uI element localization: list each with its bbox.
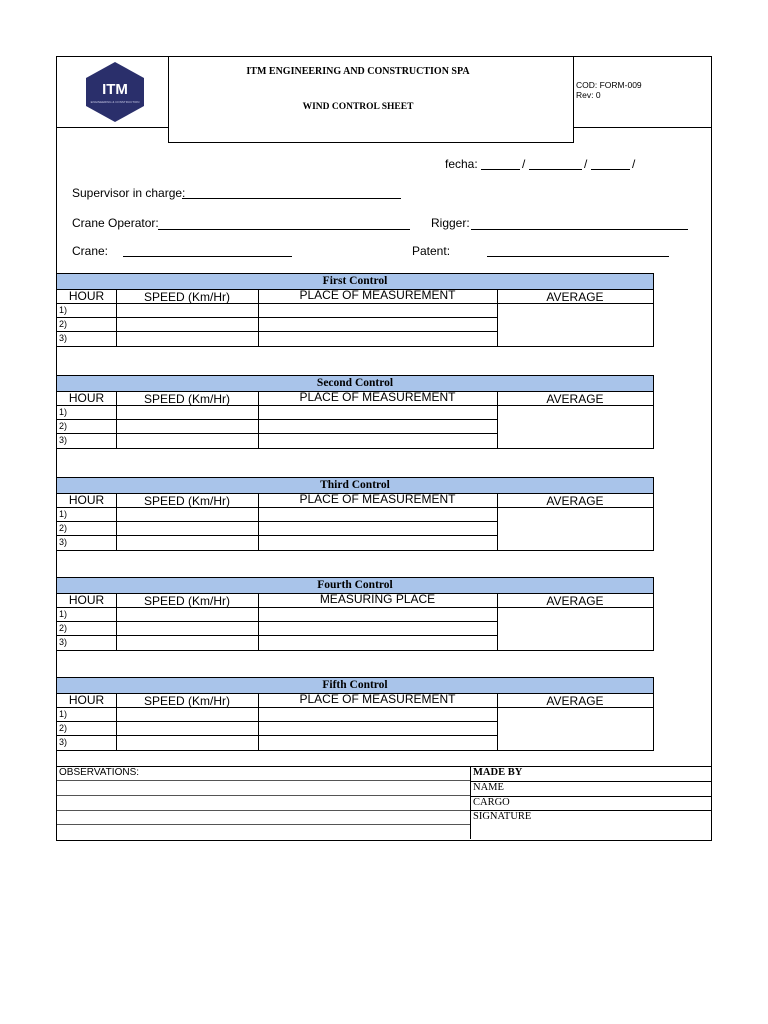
row-number: 1) <box>59 509 68 519</box>
row-divider <box>57 535 497 536</box>
column-header-speed: SPEED (Km/Hr) <box>143 392 230 406</box>
row-divider <box>57 521 497 522</box>
control-title: Fifth Control <box>57 678 653 694</box>
column-header-place: PLACE OF MEASUREMENT <box>299 288 456 302</box>
observations-signature-block <box>56 766 712 841</box>
column-divider <box>258 593 259 650</box>
observations-divider <box>470 767 471 839</box>
form-code <box>576 80 642 100</box>
column-header-hour: HOUR <box>68 391 105 405</box>
date-month-field[interactable] <box>529 169 582 170</box>
row-divider <box>57 317 497 318</box>
column-divider <box>258 391 259 448</box>
row-number: 3) <box>59 435 68 445</box>
column-divider <box>116 493 117 550</box>
control-table <box>56 577 654 651</box>
observations-line <box>57 780 470 781</box>
row-divider <box>57 621 497 622</box>
supervisor-field[interactable] <box>182 198 401 199</box>
column-divider <box>116 593 117 650</box>
control-table <box>56 677 654 751</box>
row-number: 1) <box>59 709 68 719</box>
column-header-hour: HOUR <box>68 289 105 303</box>
crane-field[interactable] <box>123 256 292 257</box>
column-header-speed: SPEED (Km/Hr) <box>143 290 230 304</box>
crane-operator-label: Crane Operator: <box>72 216 159 230</box>
row-number: 3) <box>59 637 68 647</box>
company-name: ITM ENGINEERING AND CONSTRUCTION SPA <box>246 66 470 77</box>
row-number: 1) <box>59 407 68 417</box>
column-header-speed: SPEED (Km/Hr) <box>143 494 230 508</box>
column-header-place: MEASURING PLACE <box>319 592 436 606</box>
logo-text: ITM <box>102 81 128 98</box>
observations-line <box>57 795 470 796</box>
column-header-place: PLACE OF MEASUREMENT <box>299 692 456 706</box>
row-divider <box>57 635 497 636</box>
observations-label: OBSERVATIONS: <box>59 767 140 778</box>
made-by-label: MADE BY <box>473 767 523 778</box>
row-divider <box>57 721 497 722</box>
row-number: 2) <box>59 523 68 533</box>
signature-label[interactable]: SIGNATURE <box>473 811 532 822</box>
row-divider <box>57 433 497 434</box>
date-separator: / <box>522 157 526 171</box>
column-header-hour: HOUR <box>68 693 105 707</box>
row-number: 1) <box>59 305 68 315</box>
itm-logo <box>82 60 148 124</box>
rigger-label: Rigger: <box>431 216 470 230</box>
name-label[interactable]: NAME <box>473 782 504 793</box>
crane-operator-field[interactable] <box>158 229 410 230</box>
row-divider <box>57 735 497 736</box>
header-divider <box>57 607 653 608</box>
column-divider <box>497 593 498 650</box>
date-separator: / <box>584 157 588 171</box>
made-by-line <box>470 781 711 782</box>
column-divider <box>258 693 259 750</box>
column-header-speed: SPEED (Km/Hr) <box>143 594 230 608</box>
observations-line <box>57 824 470 825</box>
observations-line <box>57 810 470 811</box>
supervisor-label: Supervisor in charge: <box>72 186 186 200</box>
column-header-speed: SPEED (Km/Hr) <box>143 694 230 708</box>
column-header-average: AVERAGE <box>546 694 604 708</box>
row-number: 2) <box>59 421 68 431</box>
row-number: 1) <box>59 609 68 619</box>
row-number: 3) <box>59 537 68 547</box>
control-table <box>56 375 654 449</box>
header-divider <box>57 405 653 406</box>
column-divider <box>258 289 259 346</box>
row-number: 2) <box>59 723 68 733</box>
form-code-text: COD: FORM-009 <box>576 80 642 90</box>
header-divider <box>57 507 653 508</box>
column-divider <box>497 391 498 448</box>
header-divider <box>57 707 653 708</box>
row-divider <box>57 331 497 332</box>
control-table <box>56 273 654 347</box>
row-number: 3) <box>59 333 68 343</box>
control-table <box>56 477 654 551</box>
column-divider <box>497 289 498 346</box>
column-divider <box>497 693 498 750</box>
column-header-average: AVERAGE <box>546 494 604 508</box>
row-divider <box>57 419 497 420</box>
control-title: Third Control <box>57 478 653 494</box>
rigger-field[interactable] <box>471 229 688 230</box>
column-divider <box>116 289 117 346</box>
control-title: First Control <box>57 274 653 290</box>
patent-field[interactable] <box>487 256 669 257</box>
row-number: 2) <box>59 623 68 633</box>
row-number: 2) <box>59 319 68 329</box>
date-year-field[interactable] <box>591 169 630 170</box>
date-label: fecha: <box>445 157 478 171</box>
column-divider <box>497 493 498 550</box>
sheet-title: WIND CONTROL SHEET <box>302 102 414 112</box>
form-revision: Rev: 0 <box>576 90 601 100</box>
column-header-hour: HOUR <box>68 493 105 507</box>
column-header-average: AVERAGE <box>546 290 604 304</box>
column-header-place: PLACE OF MEASUREMENT <box>299 390 456 404</box>
date-separator: / <box>632 157 636 171</box>
column-divider <box>258 493 259 550</box>
crane-label: Crane: <box>72 244 109 258</box>
date-day-field[interactable] <box>481 169 520 170</box>
column-divider <box>116 693 117 750</box>
column-header-hour: HOUR <box>68 593 105 607</box>
column-header-average: AVERAGE <box>546 594 604 608</box>
control-title: Fourth Control <box>57 578 653 594</box>
patent-label: Patent: <box>412 244 451 258</box>
logo-tagline: ENGINEERING & CONSTRUCTION <box>90 100 140 104</box>
column-header-place: PLACE OF MEASUREMENT <box>299 492 456 506</box>
column-divider <box>116 391 117 448</box>
header-divider <box>57 303 653 304</box>
row-number: 3) <box>59 737 68 747</box>
control-title: Second Control <box>57 376 653 392</box>
column-header-average: AVERAGE <box>546 392 604 406</box>
cargo-label[interactable]: CARGO <box>473 797 510 808</box>
